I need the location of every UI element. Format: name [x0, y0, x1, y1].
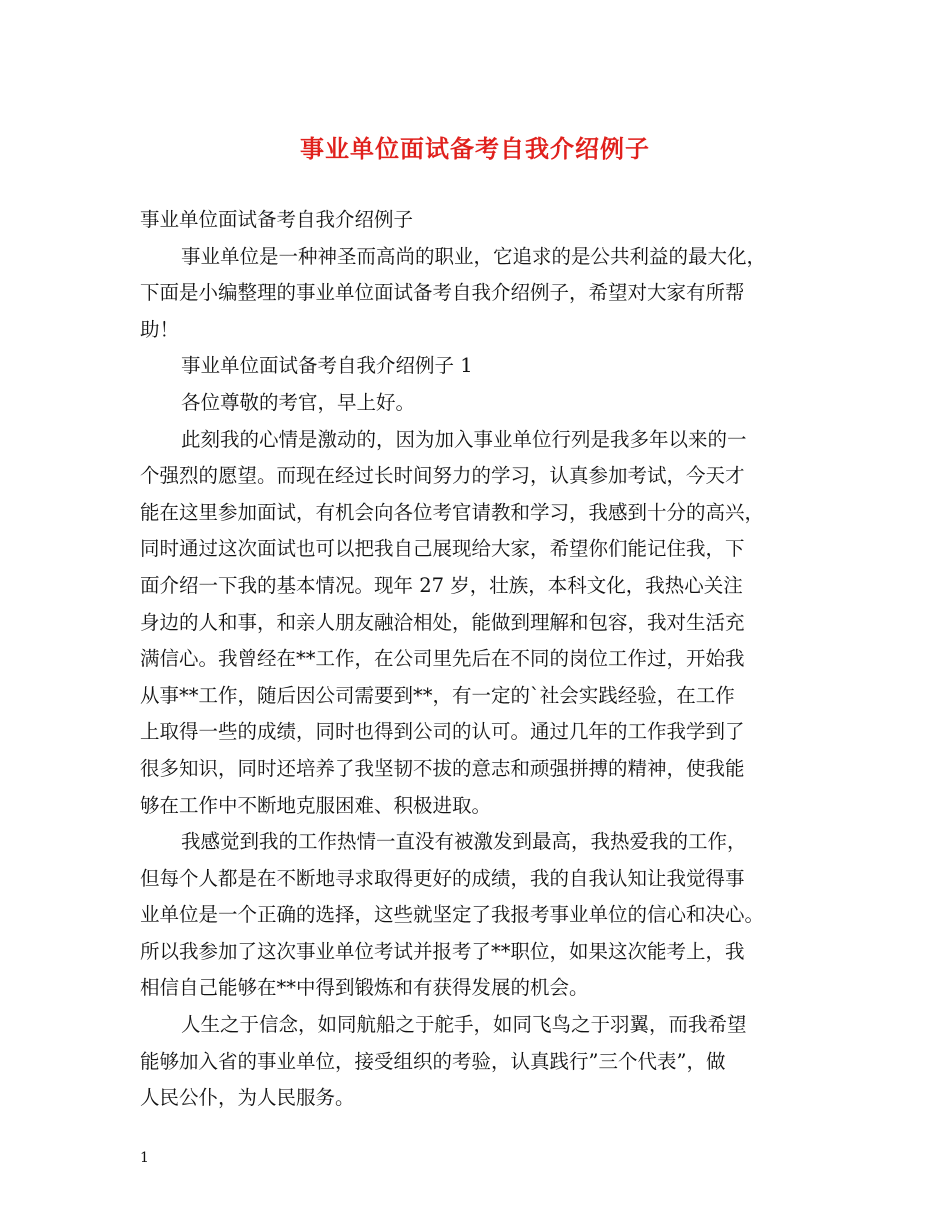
text-line: 但每个人都是在不断地寻求取得更好的成绩，我的自我认知让我觉得事 [140, 866, 745, 890]
text-line: 事业单位面试备考自我介绍例子 1 [181, 354, 473, 378]
text-line: 事业单位面试备考自我介绍例子 [140, 208, 414, 231]
page-number: 1 [140, 1150, 149, 1166]
text-line: 身边的人和事，和亲人朋友融洽相处，能做到理解和包容，我对生活充 [140, 610, 745, 634]
text-line: 同时通过这次面试也可以把我自己展现给大家，希望你们能记住我，下 [140, 537, 745, 561]
text-line: 助！ [140, 317, 180, 341]
text-line: 事业单位是一种神圣而高尚的职业，它追求的是公共利益的最大化， [181, 244, 767, 268]
text-line: 下面是小编整理的事业单位面试备考自我介绍例子，希望对大家有所帮 [140, 281, 745, 305]
text-line: 满信心。我曾经在**工作，在公司里先后在不同的岗位工作过，开始我 [140, 647, 745, 671]
text-line: 面介绍一下我的基本情况。现年 27 岁，壮族，本科文化，我热心关注 [140, 573, 743, 597]
text-line: 相信自己能够在**中得到锻炼和有获得发展的机会。 [140, 976, 589, 1000]
text-line: 很多知识，同时还培养了我坚韧不拔的意志和顽强拼搏的精神，使我能 [140, 756, 745, 780]
text-line: 个强烈的愿望。而现在经过长时间努力的学习，认真参加考试，今天才 [140, 464, 745, 488]
text-line: 此刻我的心情是激动的，因为加入事业单位行列是我多年以来的一 [181, 427, 747, 451]
text-line: 够在工作中不断地克服困难、积极进取。 [140, 793, 492, 817]
document-body [140, 202, 820, 1117]
text-line: 人生之于信念，如同航船之于舵手，如同飞鸟之于羽翼，而我希望 [181, 1013, 747, 1037]
text-line: 我感觉到我的工作热情一直没有被激发到最高，我热爱我的工作， [181, 830, 747, 854]
text-line: 能够加入省的事业单位，接受组织的考验，认真践行”三个代表”，做 [140, 1049, 726, 1073]
text-line: 所以我参加了这次事业单位考试并报考了**职位，如果这次能考上，我 [140, 939, 745, 963]
text-line: 业单位是一个正确的选择，这些就坚定了我报考事业单位的信心和决心。 [140, 903, 765, 927]
text-line: 人民公仆，为人民服务。 [140, 1086, 355, 1110]
text-line: 从事**工作，随后因公司需要到**，有一定的`社会实践经验，在工作 [140, 683, 735, 707]
document-title: 事业单位面试备考自我介绍例子 [300, 134, 650, 163]
text-line: 能在这里参加面试，有机会向各位考官请教和学习，我感到十分的高兴， [140, 500, 765, 524]
text-line: 各位尊敬的考官，早上好。 [181, 390, 416, 414]
text-line: 上取得一些的成绩，同时也得到公司的认可。通过几年的工作我学到了 [140, 720, 745, 744]
